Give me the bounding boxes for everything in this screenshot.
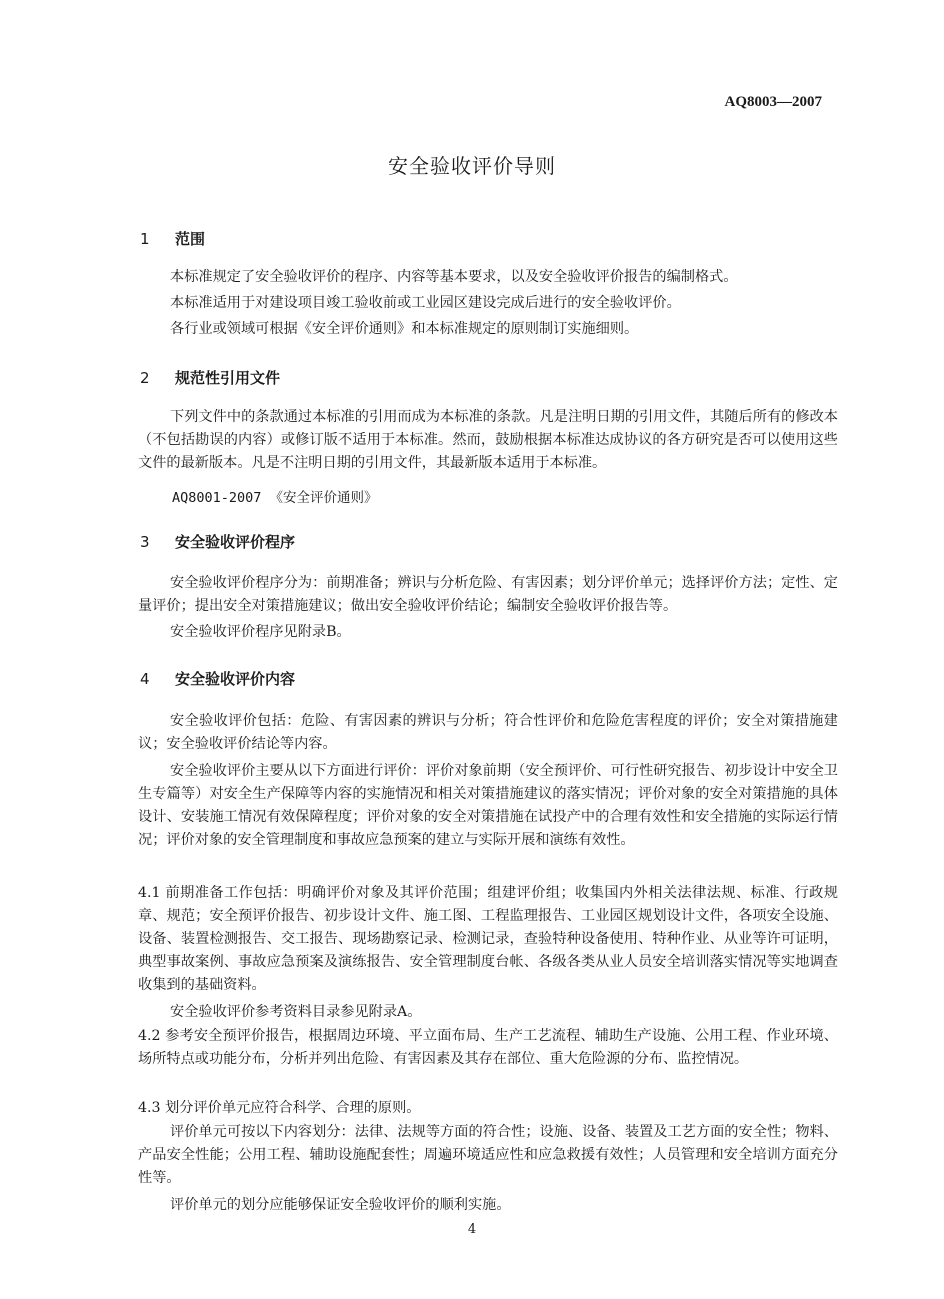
section-number: 2: [140, 369, 150, 387]
section-number: 1: [140, 230, 150, 248]
standard-code: AQ8003—2007: [724, 94, 822, 110]
paragraph: 本标准规定了安全验收评价的程序、内容等基本要求，以及安全验收评价报告的编制格式。: [170, 269, 738, 285]
section-title: 规范性引用文件: [175, 369, 281, 387]
paragraph: 安全验收评价主要从以下方面进行评价：评价对象前期（安全预评价、可行性研究报告、初步设计中安全卫生专篇等）对安全生产保障等内容的实施情况和相关对策措施建议的落实情况；评价对象的安全对策措施的具体设计、安装施工情况有效保障程度；评价对象的安全对策措施在试投产中的合理有效性和安全措施的实际运行情况；评价对象的安全管理制度和事故应急预案的建立与实际开展和演练有效性。: [138, 763, 838, 848]
section-heading-3: [140, 531, 295, 552]
section-heading-2: [140, 367, 280, 388]
paragraph: 安全验收评价程序见附录B。: [170, 624, 351, 640]
paragraph: 安全验收评价程序分为：前期准备；辨识与分析危险、有害因素；划分评价单元；选择评价方法；定性、定量评价；提出安全对策措施建议；做出安全验收评价结论；编制安全验收评价报告等。: [138, 575, 838, 614]
section-number: 4: [140, 670, 150, 688]
reference-document: AQ8001-2007 《安全评价通则》: [172, 490, 378, 506]
paragraph: 安全验收评价包括：危险、有害因素的辨识与分析；符合性评价和危险危害程度的评价；安全对策措施建议；安全验收评价结论等内容。: [138, 713, 838, 752]
section-heading-1: [140, 228, 205, 249]
paragraph: 下列文件中的条款通过本标准的引用而成为本标准的条款。凡是注明日期的引用文件，其随后所有的修改本（不包括勘误的内容）或修订版不适用于本标准。然而，鼓励根据本标准达成协议的各方研究是否可以使用这些文件的最新版本。凡是不注明日期的引用文件，其最新版本适用于本标准。: [138, 409, 838, 471]
page-number: 4: [467, 1222, 477, 1237]
section-number: 3: [140, 533, 150, 551]
page-title: 安全验收评价导则: [388, 154, 556, 178]
paragraph: 各行业或领域可根据《安全评价通则》和本标准规定的原则制订实施细则。: [170, 321, 639, 337]
section-title: 安全验收评价内容: [175, 670, 296, 688]
paragraph: 安全验收评价参考资料目录参见附录A。: [170, 1004, 422, 1020]
section-heading-4: [140, 668, 295, 689]
clause-4-1: 4.1 前期准备工作包括：明确评价对象及其评价范围；组建评价组；收集国内外相关法律法规、标准、行政规章、规范；安全预评价报告、初步设计文件、施工图、工程监理报告、工业园区规划设计文件，各项安全设施、设备、装置检测报告、交工报告、现场勘察记录、检测记录，查验特种设备使用、特种作业、从业等许可证明，典型事故案例、事故应急预案及演练报告、安全管理制度台帐、各级各类从业人员安全培训落实情况等实地调查收集到的基础资料。: [138, 885, 838, 993]
section-title: 安全验收评价程序: [175, 533, 296, 551]
clause-4-3: 4.3 划分评价单元应符合科学、合理的原则。: [138, 1100, 421, 1116]
paragraph: 评价单元的划分应能够保证安全验收评价的顺利实施。: [170, 1197, 511, 1213]
clause-4-2: 4.2 参考安全预评价报告，根据周边环境、平立面布局、生产工艺流程、辅助生产设施、公用工程、作业环境、场所特点或功能分布，分析并列出危险、有害因素及其存在部位、重大危险源的分布、监控情况。: [138, 1028, 838, 1067]
paragraph: 评价单元可按以下内容划分：法律、法规等方面的符合性；设施、设备、装置及工艺方面的安全性；物料、产品安全性能；公用工程、辅助设施配套性；周遍环境适应性和应急救援有效性；人员管理和安全培训方面充分性等。: [138, 1124, 838, 1186]
paragraph: 本标准适用于对建设项目竣工验收前或工业园区建设完成后进行的安全验收评价。: [170, 295, 681, 311]
section-title: 范围: [175, 230, 206, 248]
